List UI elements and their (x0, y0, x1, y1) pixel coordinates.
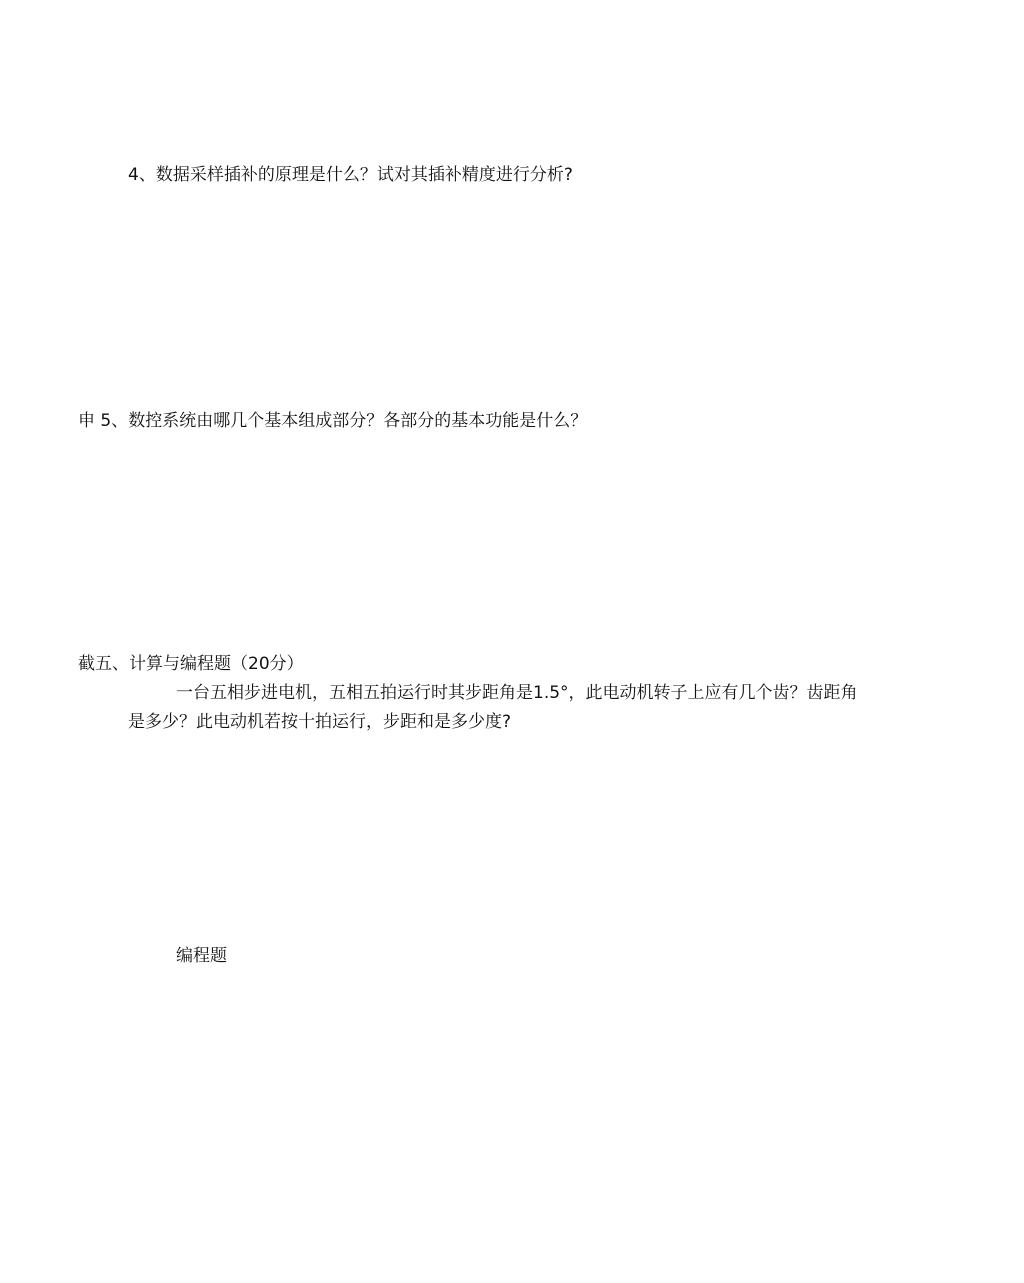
section-5-heading: 截五、计算与编程题（20分） (78, 654, 304, 674)
programming-label: 编程题 (176, 946, 227, 966)
question-5: 申 5、数控系统由哪几个基本组成部分？各部分的基本功能是什么？ (78, 411, 588, 431)
calc-problem-line-2: 是多少？此电动机若按十拍运行，步距和是多少度? (128, 712, 512, 732)
calc-problem-line-1: 一台五相步进电机，五相五拍运行时其步距角是1.5°，此电动机转子上应有几个齿？齿距角 (176, 683, 858, 703)
question-4: 4、数据采样插补的原理是什么？试对其插补精度进行分析? (128, 165, 573, 185)
